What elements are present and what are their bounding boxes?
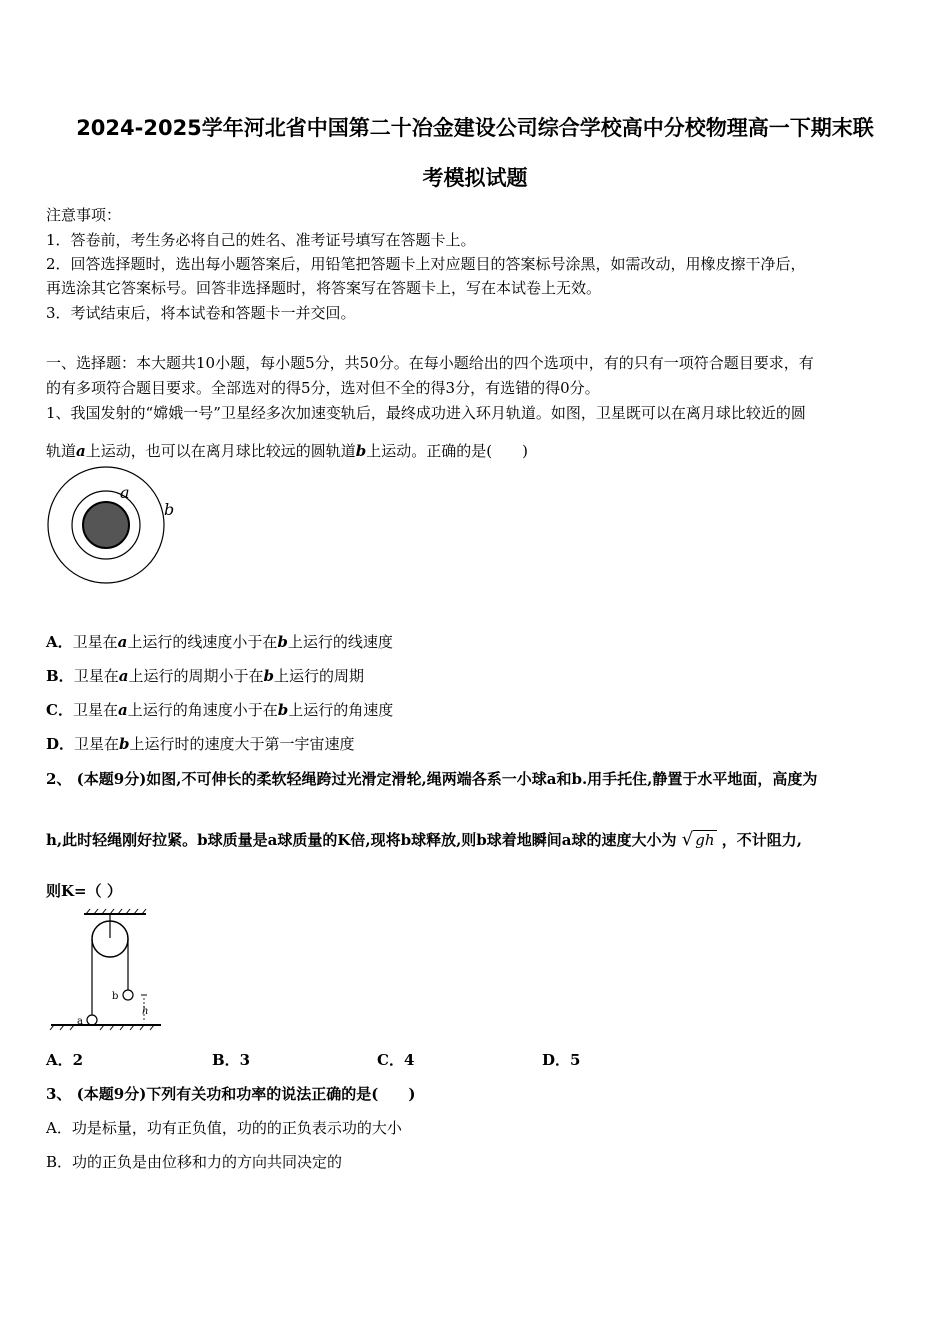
option-text-mid: 上运行的周期小于在: [128, 667, 264, 685]
notice-item-3: 3．考试结束后，将本试卷和答题卡一并交回。: [46, 304, 356, 322]
q1-option-c: [46, 699, 393, 720]
option-var: b: [277, 701, 289, 719]
q3-option-a: A．功是标量，功有正负值，功的的正负表示功的大小: [46, 1119, 402, 1137]
sqrt-radicand: gh: [695, 831, 715, 849]
option-text-pre: 卫星在: [73, 667, 119, 685]
option-var: a: [117, 633, 128, 651]
option-text-post: 上运行的周期: [273, 667, 364, 685]
option-text-pre: 卫星在: [72, 701, 118, 719]
q2-option-c: C．4: [377, 1051, 415, 1069]
ball-b-label: b: [112, 991, 119, 1002]
option-var: a: [118, 667, 129, 685]
ball-a: [87, 1015, 97, 1025]
q3-option-b: B．功的正负是由位移和力的方向共同决定的: [46, 1153, 343, 1171]
q1-stem-line-1: 1、我国发射的“嫦娥一号”卫星经多次加速变轨后，最终成功进入环月轨道。如图，卫星既可以在离月球比较近的圆: [46, 404, 806, 422]
option-var: b: [119, 735, 130, 753]
notice-item-2-cont: 再选涂其它答案标号。回答非选择题时，将答案写在答题卡上，写在本试卷上无效。: [46, 279, 602, 297]
sqrt-expression: √ gh: [681, 829, 715, 850]
q2-stem-line-2: [46, 829, 802, 850]
q1-var-a: a: [76, 442, 86, 460]
pulley-diagram: [46, 908, 171, 1033]
q1-var-b: b: [355, 442, 367, 460]
page-title-line-2: 考模拟试题: [422, 166, 528, 190]
q1-stem-text-3: 上运动。正确的是( ): [366, 442, 528, 460]
page-title-line-1: 2024-2025学年河北省中国第二十冶金建设公司综合学校高中分校物理高一下期末联: [76, 116, 874, 140]
q2-option-a: A．2: [46, 1051, 84, 1069]
option-text-mid: 上运行时的速度大于第一宇宙速度: [129, 735, 355, 753]
option-key: C．: [46, 701, 73, 719]
q1-option-b: [46, 665, 364, 686]
option-text-pre: 卫星在: [72, 633, 118, 651]
q2-stem-line-3: 则K=（ ）: [46, 882, 122, 900]
option-var: b: [263, 667, 274, 685]
option-key: A．: [46, 633, 73, 651]
notice-item-1: 1．答卷前，考生务必将自己的姓名、准考证号填写在答题卡上。: [46, 231, 476, 249]
q2-stem-line-1: 2、 (本题9分)如图,不可伸长的柔软轻绳跨过光滑定滑轮,绳两端各系一小球a和b.用手托住,静置于水平地面，高度为: [46, 770, 818, 788]
q2-option-b: B．3: [212, 1051, 251, 1069]
q1-option-d: [46, 733, 355, 754]
q1-stem-text-2: 上运动，也可以在离月球比较远的圆轨道: [85, 442, 356, 460]
section-intro-line-1: 一、选择题：本大题共10小题，每小题5分，共50分。在每小题给出的四个选项中，有的只有一项符合题目要求，有: [46, 354, 814, 372]
option-text-mid: 上运行的角速度小于在: [127, 701, 278, 719]
section-intro-line-2: 的有多项符合题目要求。全部选对的得5分，选对但不全的得3分，有选错的得0分。: [46, 379, 600, 397]
q2-stem-text-2: ，不计阻力,: [721, 831, 802, 849]
ball-b: [123, 990, 133, 1000]
q2-stem-text-1: h,此时轻绳刚好拉紧。b球质量是a球质量的K倍,现将b球释放,则b球着地瞬间a球的速度大小为: [46, 831, 677, 849]
option-text-mid: 上运行的线速度小于在: [127, 633, 278, 651]
notice-heading: 注意事项：: [46, 206, 122, 224]
moon-body: [83, 502, 129, 548]
option-var: a: [117, 701, 128, 719]
option-text-post: 上运行的线速度: [287, 633, 393, 651]
option-text-pre: 卫星在: [74, 735, 120, 753]
ball-a-label: a: [77, 1016, 83, 1027]
orbit-diagram: [44, 466, 184, 596]
orbit-b-label: b: [164, 500, 175, 519]
orbit-a-label: a: [120, 483, 130, 502]
option-text-post: 上运行的角速度: [288, 701, 394, 719]
height-label: h: [142, 1006, 149, 1017]
option-key: D．: [46, 735, 75, 753]
option-key: B．: [46, 667, 74, 685]
q1-option-a: [46, 631, 393, 652]
notice-item-2: 2．回答选择题时，选出每小题答案后，用铅笔把答题卡上对应题目的答案标号涂黑，如需改动，用橡皮擦干净后，: [46, 255, 806, 273]
q2-option-d: D．5: [542, 1051, 581, 1069]
option-var: b: [277, 633, 288, 651]
q3-stem: 3、 (本题9分)下列有关功和功率的说法正确的是( ): [46, 1085, 416, 1103]
q1-stem-line-2: [46, 440, 528, 461]
q1-stem-text-1: 轨道: [46, 442, 77, 460]
